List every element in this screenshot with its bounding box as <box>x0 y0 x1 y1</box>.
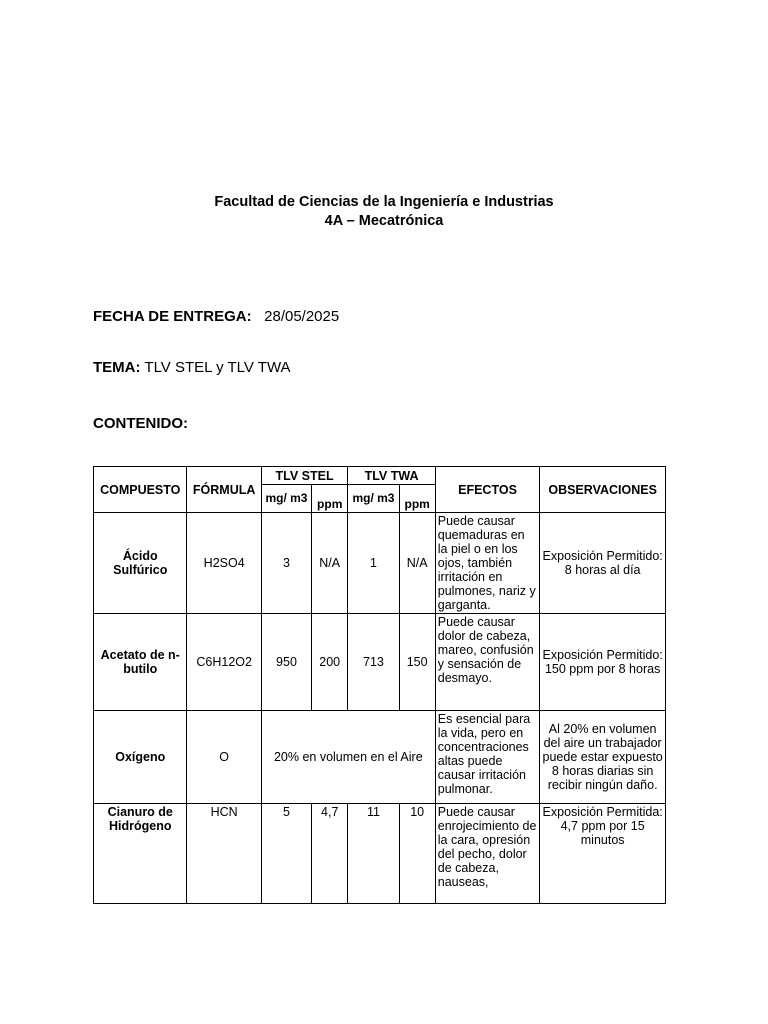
header-tlv-stel: TLV STEL <box>261 467 347 485</box>
table-row <box>94 711 666 804</box>
row-observaciones: Exposición Permitido: 150 ppm por 8 horas <box>540 614 666 711</box>
row-stel-ppm: 4,7 <box>312 804 348 904</box>
row-twa-mg: 11 <box>348 804 399 904</box>
row-compuesto: Oxígeno <box>94 711 187 804</box>
header-observaciones: OBSERVACIONES <box>540 467 666 513</box>
row-efectos: Es esencial para la vida, pero en concentraciones altas puede causar irritación pulmonar. <box>435 711 540 804</box>
header-stel-mgm3: mg/ m3 <box>261 485 311 513</box>
row-efectos: Puede causar enrojecimiento de la cara, opresión del pecho, dolor de cabeza, nauseas, <box>435 804 540 904</box>
row-formula: O <box>187 711 261 804</box>
delivery-date-label: FECHA DE ENTREGA: <box>93 308 252 325</box>
row-twa-ppm: N/A <box>399 513 435 614</box>
topic-field <box>93 359 291 377</box>
row-twa-mg: 1 <box>348 513 399 614</box>
row-compuesto: Cianuro de Hidrógeno <box>94 804 187 904</box>
row-efectos: Puede causar dolor de cabeza, mareo, confusión y sensación de desmayo. <box>435 614 540 711</box>
header-twa-ppm: ppm <box>399 485 435 513</box>
faculty-title: Facultad de Ciencias de la Ingeniería e Industrias <box>214 194 554 210</box>
row-compuesto: Acetato de n-butilo <box>94 614 187 711</box>
table-header-row <box>94 467 666 485</box>
row-merged-tlv-value: 20% en volumen en el Aire <box>261 711 435 804</box>
row-observaciones: Exposición Permitido: 8 horas al día <box>540 513 666 614</box>
tlv-table <box>93 466 666 904</box>
delivery-date-field <box>93 308 339 326</box>
header-formula: FÓRMULA <box>187 467 261 513</box>
row-efectos: Puede causar quemaduras en la piel o en los ojos, también irritación en pulmones, nariz y garganta. <box>435 513 540 614</box>
row-observaciones: Exposición Permitida: 4,7 ppm por 15 minutos <box>540 804 666 904</box>
header-efectos: EFECTOS <box>435 467 540 513</box>
row-twa-mg: 713 <box>348 614 399 711</box>
row-stel-mg: 3 <box>261 513 311 614</box>
row-stel-mg: 5 <box>261 804 311 904</box>
row-formula: HCN <box>187 804 261 904</box>
row-twa-ppm: 10 <box>399 804 435 904</box>
document-header <box>0 193 768 231</box>
header-stel-ppm: ppm <box>312 485 348 513</box>
header-tlv-twa: TLV TWA <box>348 467 435 485</box>
delivery-date-value: 28/05/2025 <box>264 308 340 325</box>
table-row <box>94 513 666 614</box>
row-compuesto: Ácido Sulfúrico <box>94 513 187 614</box>
content-heading: CONTENIDO: <box>93 415 188 432</box>
course-title: 4A – Mecatrónica <box>324 213 444 229</box>
row-stel-ppm: 200 <box>312 614 348 711</box>
topic-label: TEMA: <box>93 359 141 376</box>
header-compuesto: COMPUESTO <box>94 467 187 513</box>
header-twa-mgm3: mg/ m3 <box>348 485 399 513</box>
table-row <box>94 614 666 711</box>
table-row <box>94 804 666 904</box>
topic-value: TLV STEL y TLV TWA <box>144 359 291 376</box>
row-stel-ppm: N/A <box>312 513 348 614</box>
row-observaciones: Al 20% en volumen del aire un trabajador puede estar expuesto 8 horas diarias sin recibir ningún daño. <box>540 711 666 804</box>
row-formula: C6H12O2 <box>187 614 261 711</box>
row-stel-mg: 950 <box>261 614 311 711</box>
row-formula: H2SO4 <box>187 513 261 614</box>
row-twa-ppm: 150 <box>399 614 435 711</box>
